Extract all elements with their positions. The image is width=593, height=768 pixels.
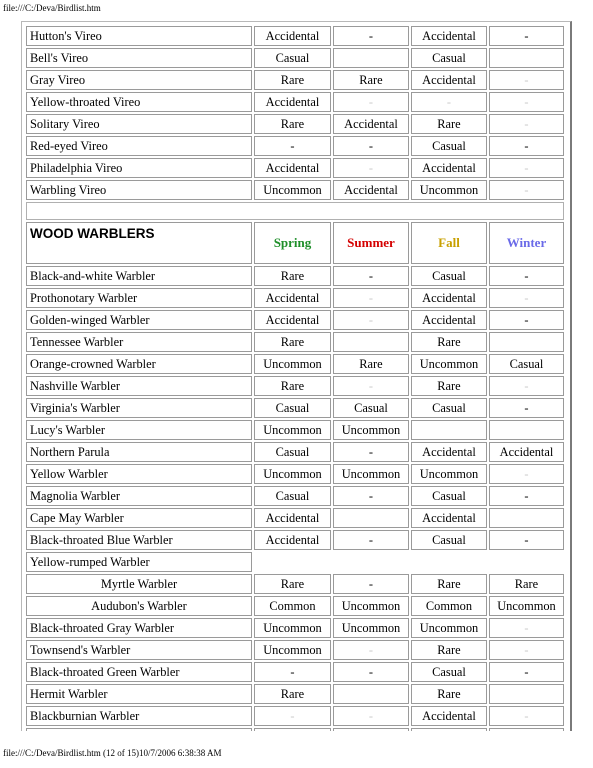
table-row [26, 640, 564, 660]
season-cell-fall: Accidental [411, 442, 487, 462]
table-row [26, 508, 564, 528]
species-name: Prothonotary Warbler [26, 288, 252, 308]
season-cell-summer: - [333, 310, 409, 330]
season-cell-summer [333, 728, 409, 731]
season-cell-winter: - [489, 136, 564, 156]
season-cell-summer: - [333, 530, 409, 550]
season-cell-spring: Casual [254, 48, 331, 68]
season-cell-summer: - [333, 92, 409, 112]
table-row [26, 266, 564, 286]
table-row [26, 70, 564, 90]
season-cell-winter: - [489, 180, 564, 200]
season-cell-fall: Accidental [411, 26, 487, 46]
season-cell-spring: Accidental [254, 26, 331, 46]
season-cell-spring: Accidental [254, 288, 331, 308]
bird-list-table [24, 24, 566, 731]
season-cell-summer: Uncommon [333, 618, 409, 638]
season-cell-fall: Casual [411, 530, 487, 550]
season-cell-summer: Rare [333, 354, 409, 374]
table-row [26, 552, 564, 572]
season-cell-spring: Uncommon [254, 420, 331, 440]
season-cell-fall: Rare [411, 332, 487, 352]
season-cell-spring: Uncommon [254, 640, 331, 660]
season-cell-winter [489, 332, 564, 352]
season-cell-summer [333, 332, 409, 352]
season-cell-spring: Casual [254, 398, 331, 418]
species-name: Blackburnian Warbler [26, 706, 252, 726]
season-cell-fall: Accidental [411, 310, 487, 330]
season-cell-winter: - [489, 376, 564, 396]
season-cell-winter: - [489, 158, 564, 178]
season-cell-winter [489, 728, 564, 731]
table-row [26, 706, 564, 726]
season-cell-winter: - [489, 486, 564, 506]
season-cell-spring: Rare [254, 376, 331, 396]
season-cell-winter: - [489, 70, 564, 90]
empty-cell [254, 552, 564, 572]
table-row [26, 26, 564, 46]
season-cell-summer: Casual [333, 398, 409, 418]
season-cell-fall: Rare [411, 640, 487, 660]
season-cell-spring: Uncommon [254, 464, 331, 484]
table-row [26, 332, 564, 352]
species-name: Virginia's Warbler [26, 398, 252, 418]
table-row [26, 618, 564, 638]
season-cell-spring [254, 728, 331, 731]
table-row [26, 180, 564, 200]
season-cell-summer: Rare [333, 70, 409, 90]
season-cell-summer: - [333, 574, 409, 594]
season-cell-summer: - [333, 266, 409, 286]
table-row [26, 530, 564, 550]
season-cell-summer: - [333, 706, 409, 726]
season-header-summer: Summer [333, 222, 409, 264]
season-cell-winter [489, 684, 564, 704]
season-cell-winter: - [489, 114, 564, 134]
species-name [26, 728, 252, 731]
season-cell-winter: - [489, 288, 564, 308]
season-cell-spring: Accidental [254, 530, 331, 550]
season-cell-fall: Accidental [411, 288, 487, 308]
species-name: Yellow-rumped Warbler [26, 552, 252, 572]
species-name: Townsend's Warbler [26, 640, 252, 660]
table-row [26, 464, 564, 484]
season-cell-fall: Accidental [411, 70, 487, 90]
season-cell-summer: Uncommon [333, 464, 409, 484]
species-name: Tennessee Warbler [26, 332, 252, 352]
species-name: Orange-crowned Warbler [26, 354, 252, 374]
species-name: Black-and-white Warbler [26, 266, 252, 286]
season-cell-winter: Uncommon [489, 596, 564, 616]
spacer-row [26, 202, 564, 220]
season-cell-spring: Rare [254, 70, 331, 90]
season-cell-summer: - [333, 640, 409, 660]
species-name: Solitary Vireo [26, 114, 252, 134]
season-cell-winter: - [489, 266, 564, 286]
season-cell-fall: Common [411, 596, 487, 616]
species-name: Cape May Warbler [26, 508, 252, 528]
season-cell-fall: - [411, 92, 487, 112]
season-cell-summer: Accidental [333, 114, 409, 134]
species-name: Bell's Vireo [26, 48, 252, 68]
season-cell-spring: Accidental [254, 310, 331, 330]
season-cell-winter: - [489, 640, 564, 660]
season-cell-summer: - [333, 26, 409, 46]
species-name: Golden-winged Warbler [26, 310, 252, 330]
page-footer: file:///C:/Deva/Birdlist.htm (12 of 15)10/7/2006 6:38:38 AM [3, 748, 222, 758]
season-cell-summer: - [333, 158, 409, 178]
bird-list-body [26, 26, 564, 731]
season-cell-summer: Uncommon [333, 596, 409, 616]
document-frame [21, 21, 572, 731]
season-header-spring: Spring [254, 222, 331, 264]
species-name: Philadelphia Vireo [26, 158, 252, 178]
species-name: Hutton's Vireo [26, 26, 252, 46]
species-name: Yellow-throated Vireo [26, 92, 252, 112]
table-row [26, 684, 564, 704]
season-cell-spring: Uncommon [254, 618, 331, 638]
season-cell-fall [411, 728, 487, 731]
table-row [26, 158, 564, 178]
season-cell-fall: Rare [411, 574, 487, 594]
table-row [26, 48, 564, 68]
season-cell-winter: Accidental [489, 442, 564, 462]
table-row [26, 92, 564, 112]
season-cell-fall: Rare [411, 684, 487, 704]
season-cell-fall: Rare [411, 114, 487, 134]
season-cell-winter [489, 420, 564, 440]
season-cell-fall: Casual [411, 266, 487, 286]
season-cell-spring: - [254, 662, 331, 682]
table-row [26, 486, 564, 506]
season-cell-summer [333, 684, 409, 704]
season-cell-spring: Accidental [254, 508, 331, 528]
season-cell-winter: - [489, 706, 564, 726]
season-cell-summer [333, 508, 409, 528]
season-cell-fall [411, 420, 487, 440]
species-name: Yellow Warbler [26, 464, 252, 484]
table-row [26, 310, 564, 330]
table-row [26, 574, 564, 594]
season-header-fall: Fall [411, 222, 487, 264]
season-cell-fall: Uncommon [411, 464, 487, 484]
spacer-cell [26, 202, 564, 220]
table-row [26, 114, 564, 134]
season-cell-spring: Rare [254, 684, 331, 704]
season-cell-spring: Accidental [254, 158, 331, 178]
species-name: Hermit Warbler [26, 684, 252, 704]
season-cell-winter: - [489, 92, 564, 112]
season-cell-fall: Casual [411, 486, 487, 506]
season-cell-summer: - [333, 376, 409, 396]
season-cell-winter: - [489, 618, 564, 638]
table-row [26, 354, 564, 374]
species-name: Black-throated Green Warbler [26, 662, 252, 682]
table-row [26, 442, 564, 462]
season-cell-fall: Uncommon [411, 618, 487, 638]
season-cell-fall: Accidental [411, 706, 487, 726]
season-cell-winter: - [489, 464, 564, 484]
table-row [26, 728, 564, 731]
season-cell-spring: Uncommon [254, 180, 331, 200]
season-cell-winter: Casual [489, 354, 564, 374]
table-row [26, 662, 564, 682]
page-header-url: file:///C:/Deva/Birdlist.htm [3, 3, 101, 13]
season-cell-spring: Rare [254, 332, 331, 352]
season-cell-winter: - [489, 398, 564, 418]
species-name: Audubon's Warbler [26, 596, 252, 616]
table-row [26, 136, 564, 156]
season-cell-spring: - [254, 136, 331, 156]
season-cell-winter: - [489, 310, 564, 330]
table-row [26, 398, 564, 418]
season-cell-summer: - [333, 662, 409, 682]
species-name: Black-throated Blue Warbler [26, 530, 252, 550]
species-name: Myrtle Warbler [26, 574, 252, 594]
season-cell-winter: Rare [489, 574, 564, 594]
season-cell-spring: Rare [254, 114, 331, 134]
table-row [26, 288, 564, 308]
season-cell-summer: - [333, 288, 409, 308]
season-cell-fall: Rare [411, 376, 487, 396]
species-name: Red-eyed Vireo [26, 136, 252, 156]
species-name: Magnolia Warbler [26, 486, 252, 506]
species-name: Northern Parula [26, 442, 252, 462]
season-cell-summer [333, 48, 409, 68]
season-cell-winter: - [489, 662, 564, 682]
species-name: Nashville Warbler [26, 376, 252, 396]
season-cell-spring: - [254, 706, 331, 726]
season-cell-fall: Accidental [411, 158, 487, 178]
season-cell-winter: - [489, 26, 564, 46]
season-cell-winter [489, 48, 564, 68]
season-cell-fall: Casual [411, 48, 487, 68]
season-cell-spring: Rare [254, 574, 331, 594]
species-name: Warbling Vireo [26, 180, 252, 200]
season-cell-summer: Accidental [333, 180, 409, 200]
species-name: Gray Vireo [26, 70, 252, 90]
season-cell-winter: - [489, 530, 564, 550]
section-title: WOOD WARBLERS [26, 222, 252, 264]
season-cell-fall: Accidental [411, 508, 487, 528]
table-row [26, 376, 564, 396]
season-cell-fall: Casual [411, 136, 487, 156]
season-cell-winter [489, 508, 564, 528]
season-header-winter: Winter [489, 222, 564, 264]
season-cell-spring: Common [254, 596, 331, 616]
season-cell-fall: Uncommon [411, 180, 487, 200]
season-cell-summer: - [333, 136, 409, 156]
species-name: Black-throated Gray Warbler [26, 618, 252, 638]
species-name: Lucy's Warbler [26, 420, 252, 440]
season-cell-spring: Uncommon [254, 354, 331, 374]
season-cell-spring: Accidental [254, 92, 331, 112]
table-row [26, 596, 564, 616]
section-header-row [26, 222, 564, 264]
season-cell-fall: Uncommon [411, 354, 487, 374]
season-cell-spring: Rare [254, 266, 331, 286]
season-cell-summer: - [333, 442, 409, 462]
season-cell-summer: Uncommon [333, 420, 409, 440]
season-cell-fall: Casual [411, 398, 487, 418]
season-cell-summer: - [333, 486, 409, 506]
season-cell-spring: Casual [254, 486, 331, 506]
table-row [26, 420, 564, 440]
season-cell-spring: Casual [254, 442, 331, 462]
season-cell-fall: Casual [411, 662, 487, 682]
